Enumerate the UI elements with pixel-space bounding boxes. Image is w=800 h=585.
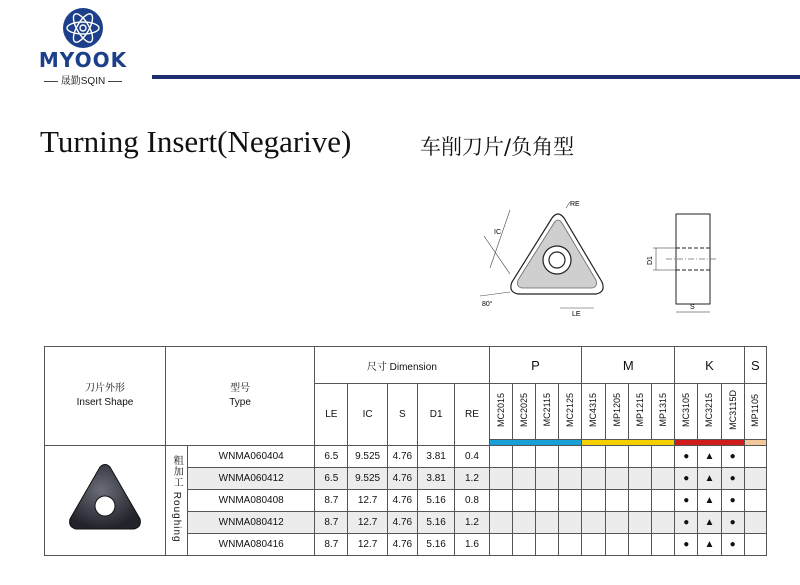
cell-s: 4.76 [387, 534, 417, 556]
cell-type: WNMA060404 [188, 446, 315, 468]
cell-grade-mp1315 [651, 512, 674, 534]
cell-d1: 5.16 [418, 512, 455, 534]
cell-le: 6.5 [315, 446, 348, 468]
cell-type: WNMA080408 [188, 490, 315, 512]
cell-grade-mc3115d: ● [721, 468, 744, 490]
cell-s: 4.76 [387, 512, 417, 534]
cell-grade-mp1105 [744, 490, 766, 512]
cell-grade-mc3115d: ● [721, 534, 744, 556]
cell-grade-mp1315 [651, 534, 674, 556]
cell-type: WNMA080412 [188, 512, 315, 534]
cell-grade-mc2015 [489, 534, 512, 556]
label-ic: IC [494, 229, 501, 236]
cell-le: 8.7 [315, 534, 348, 556]
grade-mc2125: MC2125 [559, 384, 582, 440]
brand-logo [28, 6, 138, 86]
cell-grade-mc4315 [582, 490, 605, 512]
cell-grade-mc2015 [489, 490, 512, 512]
group-p: P [489, 347, 582, 384]
grade-mc2015: MC2015 [489, 384, 512, 440]
page-title-en: Turning Insert(Negarive) [40, 124, 352, 159]
cell-re: 1.2 [455, 468, 489, 490]
cell-d1: 5.16 [418, 490, 455, 512]
cell-ic: 9.525 [348, 468, 387, 490]
insert-technical-drawing [470, 196, 720, 322]
cell-grade-mp1215 [628, 534, 651, 556]
cell-grade-mc3115d: ● [721, 446, 744, 468]
cell-s: 4.76 [387, 490, 417, 512]
label-d1: D1 [647, 256, 654, 265]
grade-mp1205: MP1205 [605, 384, 628, 440]
cell-grade-mp1105 [744, 534, 766, 556]
cell-grade-mc2125 [559, 468, 582, 490]
cell-d1: 3.81 [418, 446, 455, 468]
cell-grade-mc2025 [512, 468, 535, 490]
table-row [45, 446, 767, 468]
grade-mc4315: MC4315 [582, 384, 605, 440]
group-s: S [744, 347, 766, 384]
cell-grade-mc4315 [582, 534, 605, 556]
cell-grade-mc2125 [559, 446, 582, 468]
brand-sub: 晟勤SQIN [28, 72, 138, 87]
cell-grade-mc2025 [512, 490, 535, 512]
cell-grade-mp1105 [744, 512, 766, 534]
col-re: RE [455, 384, 489, 446]
cell-grade-mp1215 [628, 490, 651, 512]
cell-ic: 12.7 [348, 490, 387, 512]
cell-grade-mc2115 [535, 468, 558, 490]
cell-le: 6.5 [315, 468, 348, 490]
cell-grade-mp1205 [605, 446, 628, 468]
cell-grade-mc3215: ▲ [698, 468, 721, 490]
cell-re: 0.8 [455, 490, 489, 512]
cell-ic: 9.525 [348, 446, 387, 468]
cell-grade-mc3215: ▲ [698, 534, 721, 556]
cell-grade-mc3215: ▲ [698, 512, 721, 534]
cell-grade-mc2125 [559, 534, 582, 556]
cell-grade-mc3215: ▲ [698, 490, 721, 512]
cell-grade-mc3105: ● [675, 534, 698, 556]
spec-table [44, 346, 767, 556]
cell-grade-mc2125 [559, 512, 582, 534]
cell-grade-mc3115d: ● [721, 512, 744, 534]
application-label: 粗加工 Roughing [165, 446, 187, 556]
col-ic: IC [348, 384, 387, 446]
cell-grade-mc3115d: ● [721, 490, 744, 512]
cell-d1: 5.16 [418, 534, 455, 556]
cell-grade-mc2025 [512, 534, 535, 556]
cell-grade-mc2025 [512, 446, 535, 468]
cell-grade-mp1205 [605, 468, 628, 490]
cell-grade-mp1215 [628, 446, 651, 468]
label-re: RE [570, 201, 580, 208]
col-le: LE [315, 384, 348, 446]
cell-s: 4.76 [387, 468, 417, 490]
cell-grade-mp1215 [628, 468, 651, 490]
cell-grade-mp1315 [651, 446, 674, 468]
cell-ic: 12.7 [348, 534, 387, 556]
cell-grade-mp1205 [605, 490, 628, 512]
cell-grade-mc3105: ● [675, 490, 698, 512]
cell-d1: 3.81 [418, 468, 455, 490]
cell-le: 8.7 [315, 512, 348, 534]
brand-name: MYOOK [38, 48, 128, 72]
cell-grade-mc3215: ▲ [698, 446, 721, 468]
cell-grade-mc3105: ● [675, 446, 698, 468]
cell-grade-mc2015 [489, 512, 512, 534]
cell-grade-mc2125 [559, 490, 582, 512]
cell-grade-mc2025 [512, 512, 535, 534]
logo-emblem-icon [28, 6, 138, 50]
cell-grade-mc4315 [582, 512, 605, 534]
grade-mp1105: MP1105 [744, 384, 766, 440]
cell-grade-mc2015 [489, 446, 512, 468]
insert-shape-image [45, 446, 166, 556]
grade-mc2115: MC2115 [535, 384, 558, 440]
cell-grade-mp1215 [628, 512, 651, 534]
cell-ic: 12.7 [348, 512, 387, 534]
cell-grade-mc2115 [535, 512, 558, 534]
cell-grade-mc4315 [582, 468, 605, 490]
group-m: M [582, 347, 675, 384]
cell-re: 1.6 [455, 534, 489, 556]
label-angle: 80° [482, 301, 493, 308]
insert-side-view [653, 214, 716, 312]
grade-mc3115d: MC3115D [721, 384, 744, 440]
cell-grade-mp1205 [605, 534, 628, 556]
cell-grade-mp1315 [651, 490, 674, 512]
cell-grade-mc2015 [489, 468, 512, 490]
cell-type: WNMA060412 [188, 468, 315, 490]
cell-grade-mc2115 [535, 534, 558, 556]
cell-grade-mc2115 [535, 446, 558, 468]
cell-grade-mc3105: ● [675, 468, 698, 490]
cell-le: 8.7 [315, 490, 348, 512]
cell-re: 0.4 [455, 446, 489, 468]
cell-grade-mp1105 [744, 468, 766, 490]
header-type: 型号 Type [165, 347, 314, 446]
page-title-cn: 车削刀片/负角型 [420, 135, 575, 159]
grade-mc3215: MC3215 [698, 384, 721, 440]
cell-s: 4.76 [387, 446, 417, 468]
col-d1: D1 [418, 384, 455, 446]
cell-grade-mp1105 [744, 446, 766, 468]
cell-grade-mp1315 [651, 468, 674, 490]
header-divider [152, 75, 800, 79]
insert-photo-icon [62, 459, 148, 539]
cell-re: 1.2 [455, 512, 489, 534]
cell-type: WNMA080416 [188, 534, 315, 556]
grade-mc2025: MC2025 [512, 384, 535, 440]
header-insert-shape: 刀片外形 Insert Shape [45, 347, 166, 446]
cell-grade-mc4315 [582, 446, 605, 468]
group-k: K [675, 347, 745, 384]
grade-mc3105: MC3105 [675, 384, 698, 440]
insert-top-view [511, 214, 603, 294]
label-le: LE [572, 311, 581, 318]
col-s: S [387, 384, 417, 446]
cell-grade-mc3105: ● [675, 512, 698, 534]
cell-grade-mc2115 [535, 490, 558, 512]
cell-grade-mp1205 [605, 512, 628, 534]
grade-mp1315: MP1315 [651, 384, 674, 440]
grade-mp1215: MP1215 [628, 384, 651, 440]
header-dimension: 尺寸 Dimension [315, 347, 489, 384]
label-s: S [690, 304, 695, 311]
